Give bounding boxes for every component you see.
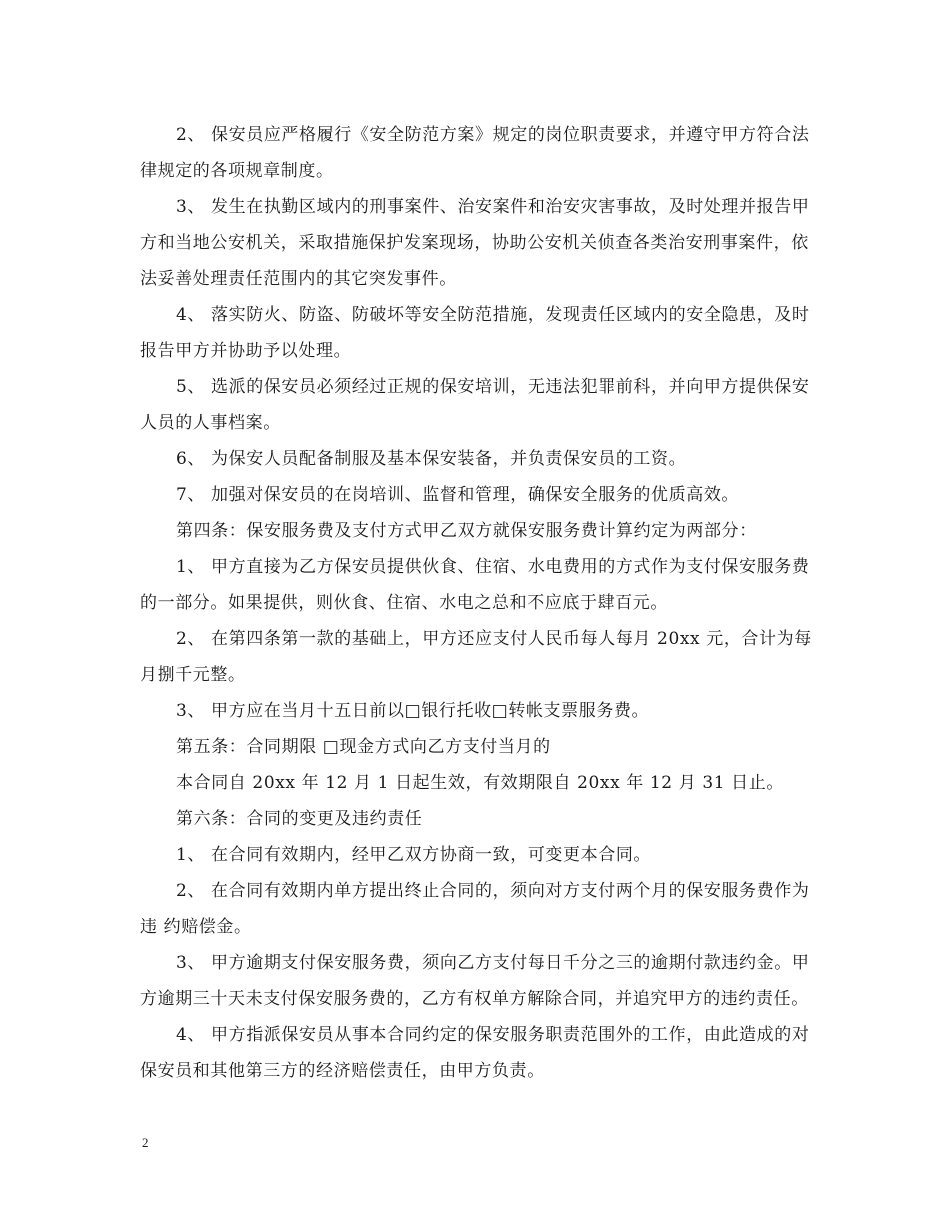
page-number: 2: [142, 1135, 149, 1150]
paragraph-change-2: 2、 在合同有效期内单方提出终止合同的，须向对方支付两个月的保安服务费作为违 约赔偿金。: [140, 881, 810, 937]
article-4-heading: 第四条：保安服务费及支付方式甲乙双方就保安服务费计算约定为两部分：: [176, 521, 757, 541]
paragraph-fee-2: 2、 在第四条第一款的基础上，甲方还应支付人民币每人每月 20xx 元，合计为每月捌千元整。: [140, 629, 812, 685]
paragraph-duty-5: 5、 选派的保安员必须经过正规的保安培训，无违法犯罪前科，并向甲方提供保安人员的人事档案。: [140, 377, 810, 433]
paragraph-change-1: 1、 在合同有效期内，经甲乙双方协商一致，可变更本合同。: [176, 845, 652, 865]
paragraph-term: 本合同自 20xx 年 12 月 1 日起生效，有效期限自 20xx 年 12 月 31 日止。: [176, 773, 784, 793]
article-5-heading: 第五条：合同期限 □现金方式向乙方支付当月的: [176, 737, 551, 757]
paragraph-duty-2: 2、 保安员应严格履行《安全防范方案》规定的岗位职责要求，并遵守甲方符合法律规定的各项规章制度。: [140, 125, 810, 181]
paragraph-change-4: 4、 甲方指派保安员从事本合同约定的保安服务职责范围外的工作，由此造成的对保安员和其他第三方的经济赔偿责任，由甲方负责。: [140, 1025, 810, 1081]
paragraph-duty-4: 4、 落实防火、防盗、防破坏等安全防范措施，发现责任区域内的安全隐患，及时报告甲方并协助予以处理。: [140, 305, 810, 361]
paragraph-fee-3: 3、 甲方应在当月十五日前以□银行托收□转帐支票服务费。: [176, 701, 650, 721]
paragraph-duty-3: 3、 发生在执勤区域内的刑事案件、治安案件和治安灾害事故，及时处理并报告甲方和当地公安机关，采取措施保护发案现场，协助公安机关侦查各类治安刑事案件，依法妥善处理责任范围内的其它突发事件。: [140, 197, 810, 289]
article-6-heading: 第六条：合同的变更及违约责任: [176, 809, 423, 829]
paragraph-duty-7: 7、 加强对保安员的在岗培训、监督和管理，确保安全服务的优质高效。: [176, 485, 740, 505]
paragraph-change-3: 3、 甲方逾期支付保安服务费，须向乙方支付每日千分之三的逾期付款违约金。甲方逾期三十天未支付保安服务费的，乙方有权单方解除合同，并追究甲方的违约责任。: [140, 953, 810, 1009]
document-body: [140, 117, 820, 1089]
paragraph-fee-1: 1、 甲方直接为乙方保安员提供伙食、住宿、水电费用的方式作为支付保安服务费的一部分。如果提供，则伙食、住宿、水电之总和不应底于肆百元。: [140, 557, 810, 613]
paragraph-duty-6: 6、 为保安人员配备制服及基本保安装备，并负责保安员的工资。: [176, 449, 687, 469]
